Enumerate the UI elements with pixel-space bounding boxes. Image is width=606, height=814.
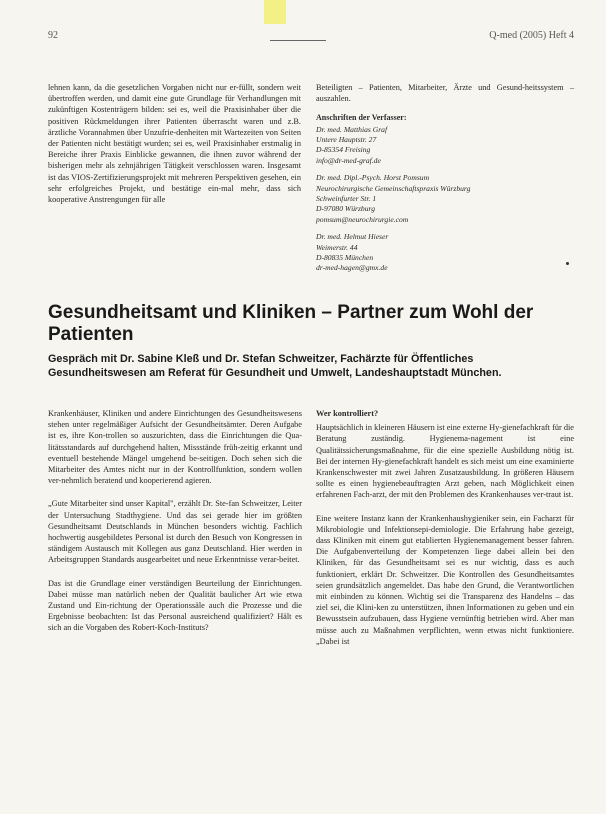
author-line: D-80835 München: [316, 253, 374, 263]
end-mark: [566, 262, 569, 265]
article-subtitle: Gespräch mit Dr. Sabine Kleß und Dr. Stefan Schweitzer, Fachärzte für Öffentliches Gesundheitswesen am Referat für Gesundheit und Umwelt, Landeshauptstadt München.: [48, 353, 502, 379]
author-address: [316, 125, 574, 167]
author-line: D-85354 Freising: [316, 145, 371, 155]
sticky-note-mark: [264, 0, 286, 24]
author-email: info@dr-med-graf.de: [316, 155, 381, 165]
page-header: [48, 30, 574, 46]
paragraph: Das ist die Grundlage einer verständigen Beurteilung der Einrichtungen. Dabei müsse man natürlich neben der Qualität baulicher Art wie etwa Zustand und Ein-richtung der Operationssäle auch die Prozesse und die Ergebnisse beobachten: Ist das Personal ausreichend qualifiziert? Hält es sich an die Vorgaben des Robert-Koch-Instituts?: [48, 578, 302, 633]
paragraph: Krankenhäuser, Kliniken und andere Einrichtungen des Gesundheitswesens stehen unter regelmäßiger Aufsicht der Gesundheitsämter. Deren Aufgabe ist es, ihre Kon-trollen so auszurichten, dass die Einrichtungen die Qua-litätsstandards auf durchgehend halten, Missstände früh-zeitig erkannt und eventuell bestehende Mängel umgehend be-seitigen. Doch sehen sich die Mitarbeiter des Amtes nicht nur in der Kontrollfunktion, sondern wollen ver-nehmlich beratend und kooperierend agieren.: [48, 409, 302, 486]
paragraph: lehnen kann, da die gesetzlichen Vorgaben nicht nur er-füllt, sondern weit übertroffen werden, und damit eine gute Grundlage für Verhandlungen mit zukünftigen Kostenträgern bilden: sei es, weil die Praxisinhaber über die positiven Rückmeldungen ihrer Patienten überrascht waren und z.B. ärztliche Vorannahmen über Unzufrie-denheiten mit Wartezeiten von Seiten der Patienten nicht bestätigt wurden; sei es, weil Praxisinhaber erstmalig in Bereiche ihrer Praxis Einblicke gewannen, die ihnen zuvor während der bisherigen mehr als zehnjährigen Tätigkeit verschlossen waren. Insgesamt ist das VIOS-Zertifizierungsprojekt mit mehreren Perspektiven gesehen, ein sehr erfolgreiches Projekt, und bestätige ein-mal mehr, dass sich kooperative Anstrengungen für alle: [48, 83, 301, 205]
paragraph: Beteiligten – Patienten, Mitarbeiter, Ärzte und Gesund-heitssystem – auszahlen.: [316, 83, 574, 104]
header-rule: [270, 40, 326, 41]
section-heading: Wer kontrolliert?: [316, 409, 379, 418]
author-line: Dr. med. Matthias Graf: [316, 124, 388, 134]
top-right-column: [316, 82, 574, 281]
author-address: [316, 232, 574, 274]
bottom-left-column: [48, 408, 302, 646]
article-title: Gesundheitsamt und Kliniken – Partner zum Wohl der Patienten: [48, 302, 534, 345]
author-line: Neurochirurgische Gemeinschaftspraxis Würzburg: [316, 183, 471, 193]
author-email: dr-med-hagen@gmx.de: [316, 263, 388, 273]
author-line: Weimerstr. 44: [316, 242, 358, 252]
author-line: D-97080 Würzburg: [316, 204, 375, 214]
authors-heading: Anschriften der Verfasser:: [316, 113, 407, 123]
page-number: 92: [48, 30, 58, 41]
author-line: Schweinfurter Str. 1: [316, 194, 377, 204]
paragraph: Hauptsächlich in kleineren Häusern ist eine externe Hy-gienefachkraft für die Beratung zuständig. Hygienema-nagement ist eine Qualitätssicherungsmaßnahme, für die eine spezielle Ausbildung nötig ist. Bei der internen Hy-gienefachkraft handelt es sich meist um eine examinierte Krankenschwester mit zwei Jahren Zusatzausbildung. In größeren Häusern sollte es einen hygienebeauftragten Arzt geben, nach Möglichkeit einen erfahrenen Fach-arzt, der mit den Problemen des Krankenhauses ver-traut ist.: [316, 423, 574, 500]
author-email: pomsum@neurochirurgie.com: [316, 214, 409, 224]
paragraph: „Gute Mitarbeiter sind unser Kapital", erzählt Dr. Ste-fan Schweitzer, Leiter der Untersuchung Stadthygiene. Und das sei gerade hier im größten Gesundheitsamt Deutschlands in München besonders wichtig. Fachlich hochwertig ausgebildetes Personal ist durch den Besuch von Kongressen in ständigem Austausch mit Kollegen aus ganz Deutschland. Hier werden in Arbeitsgruppen Standards ausgearbeitet und neue Erkenntnisse verar-beitet.: [48, 499, 302, 565]
author-line: Dr. med. Helmut Hieser: [316, 232, 389, 242]
bottom-right-column: [316, 408, 574, 659]
top-left-column: [48, 82, 301, 213]
paragraph: Eine weitere Instanz kann der Krankenhaushygieniker sein, ein Facharzt für Mikrobiologie und Infektionsepi-demiologie. Die Erfahrung habe gezeigt, dass Kliniken mit einem gut etablierten Hygienemanagement besser fahren. Die Aufgabenverteilung der Kompetenzen liege dabei allein bei den Kliniken, für das Gesundheitsamt sei es nur wichtig, dass es auch funktioniert, erklärt Dr. Schweitzer. Die Kontrollen des Gesundheitsamtes seien grundsätzlich angemeldet. Das habe den Grund, die Verantwortlichen mit einbinden zu können. Wichtig sei die Transparenz des Handelns – das ziel sei, die Klini-ken zu unterstützen, ihnen Informationen zu geben und ein Bewusstsein aufzubauen, dass Hygiene vernünftig betrieben wird. Aber man müsse auch zu Maßnahmen verpflichten, wenn etwas nicht funktioniere. „Dabei ist: [316, 513, 574, 646]
author-line: Dr. med. Dipl.-Psych. Horst Pomsum: [316, 173, 430, 183]
journal-reference: Q-med (2005) Heft 4: [489, 30, 574, 41]
author-address: [316, 173, 574, 225]
author-line: Untere Hauptstr. 27: [316, 135, 377, 145]
